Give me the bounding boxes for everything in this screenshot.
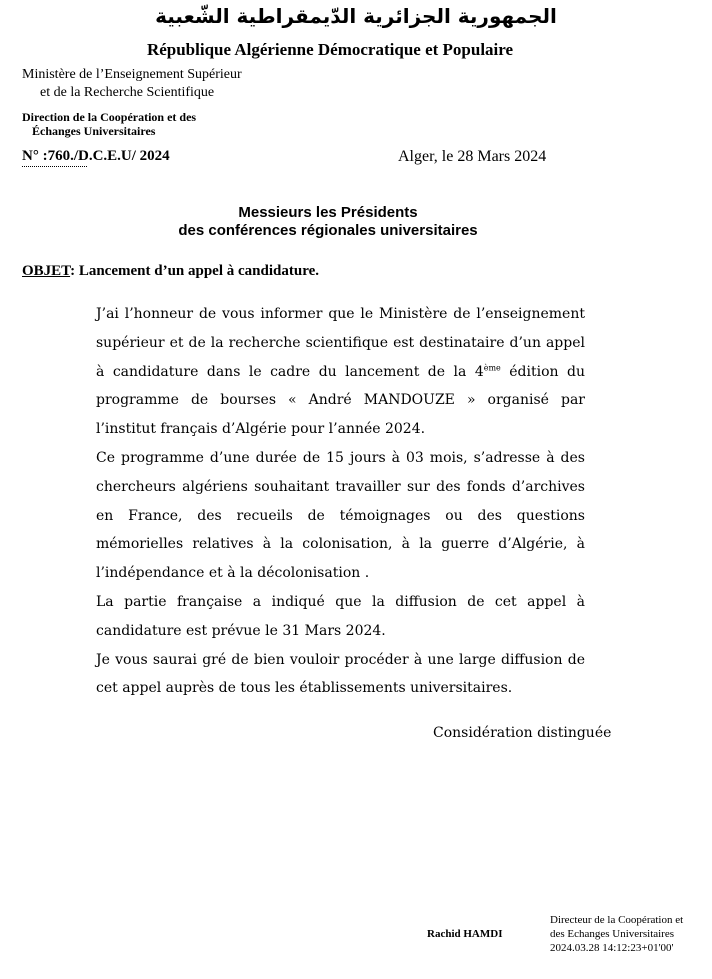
- subject-label: OBJET: [22, 263, 71, 279]
- body-paragraph-3: La partie française a indiqué que la diffusion de cet appel à candidature est prévue le 31 Mars 2024.: [96, 593, 585, 639]
- body-paragraph-1: [96, 300, 585, 444]
- paragraph-1-text-a: J’ai l’honneur de vous informer que le Ministère de l’enseignement supérieur et de la recherche scientifique est destinataire d’un appel à candidature dans le cadre du lancement de la 4: [96, 306, 585, 380]
- reference-number: N° :760./D.C.E.U/ 2024: [22, 148, 170, 164]
- letter-body: [96, 300, 585, 703]
- letter-date: Alger, le 28 Mars 2024: [398, 148, 547, 165]
- signatory-name: Rachid HAMDI: [427, 928, 503, 940]
- direction-line-1: Direction de la Coopération et des: [22, 110, 197, 124]
- signatory-title-2: des Echanges Universitaires: [550, 928, 675, 940]
- body-paragraph-4: Je vous saurai gré de bien vouloir procéder à une large diffusion de cet appel auprès de tous les établissements universitaires.: [96, 651, 585, 697]
- addressee-line-2: des conférences régionales universitaires: [178, 222, 478, 239]
- paragraph-1-text-b: édition du programme de bourses « André MANDOUZE » organisé par l’institut français d’Algérie pour l’année 2024.: [96, 363, 586, 438]
- signature-timestamp: 2024.03.28 14:12:23+01'00': [550, 942, 674, 954]
- ministry-line-2: et de la Recherche Scientifique: [40, 85, 215, 100]
- arabic-title: الجمهورية الجزائرية الدّيمقراطية الشّعبية: [155, 4, 557, 28]
- body-paragraph-2: Ce programme d’une durée de 15 jours à 03 mois, s’adresse à des chercheurs algériens souhaitant travailler sur des fonds d’archives en France, des recueils de témoignages ou des questions mémorielles relatives à la colonisation, à la guerre d’Algérie, à l’indépendance et à la décolonisation .: [96, 449, 585, 582]
- signature-block: [550, 913, 683, 955]
- signatory-title-1: Directeur de la Coopération et: [550, 914, 684, 926]
- ministry-line-1: Ministère de l’Enseignement Supérieur: [22, 67, 242, 82]
- subject-text: : Lancement d’un appel à candidature.: [70, 263, 319, 279]
- direction-line-2: Échanges Universitaires: [32, 124, 156, 138]
- subject-line: [22, 263, 319, 280]
- dotted-divider: [22, 166, 87, 167]
- republic-title: République Algérienne Démocratique et Populaire: [146, 40, 514, 59]
- closing-formula: Considération distinguée: [433, 725, 612, 741]
- ordinal-superscript: ème: [483, 362, 501, 372]
- addressee-line-1: Messieurs les Présidents: [238, 204, 418, 221]
